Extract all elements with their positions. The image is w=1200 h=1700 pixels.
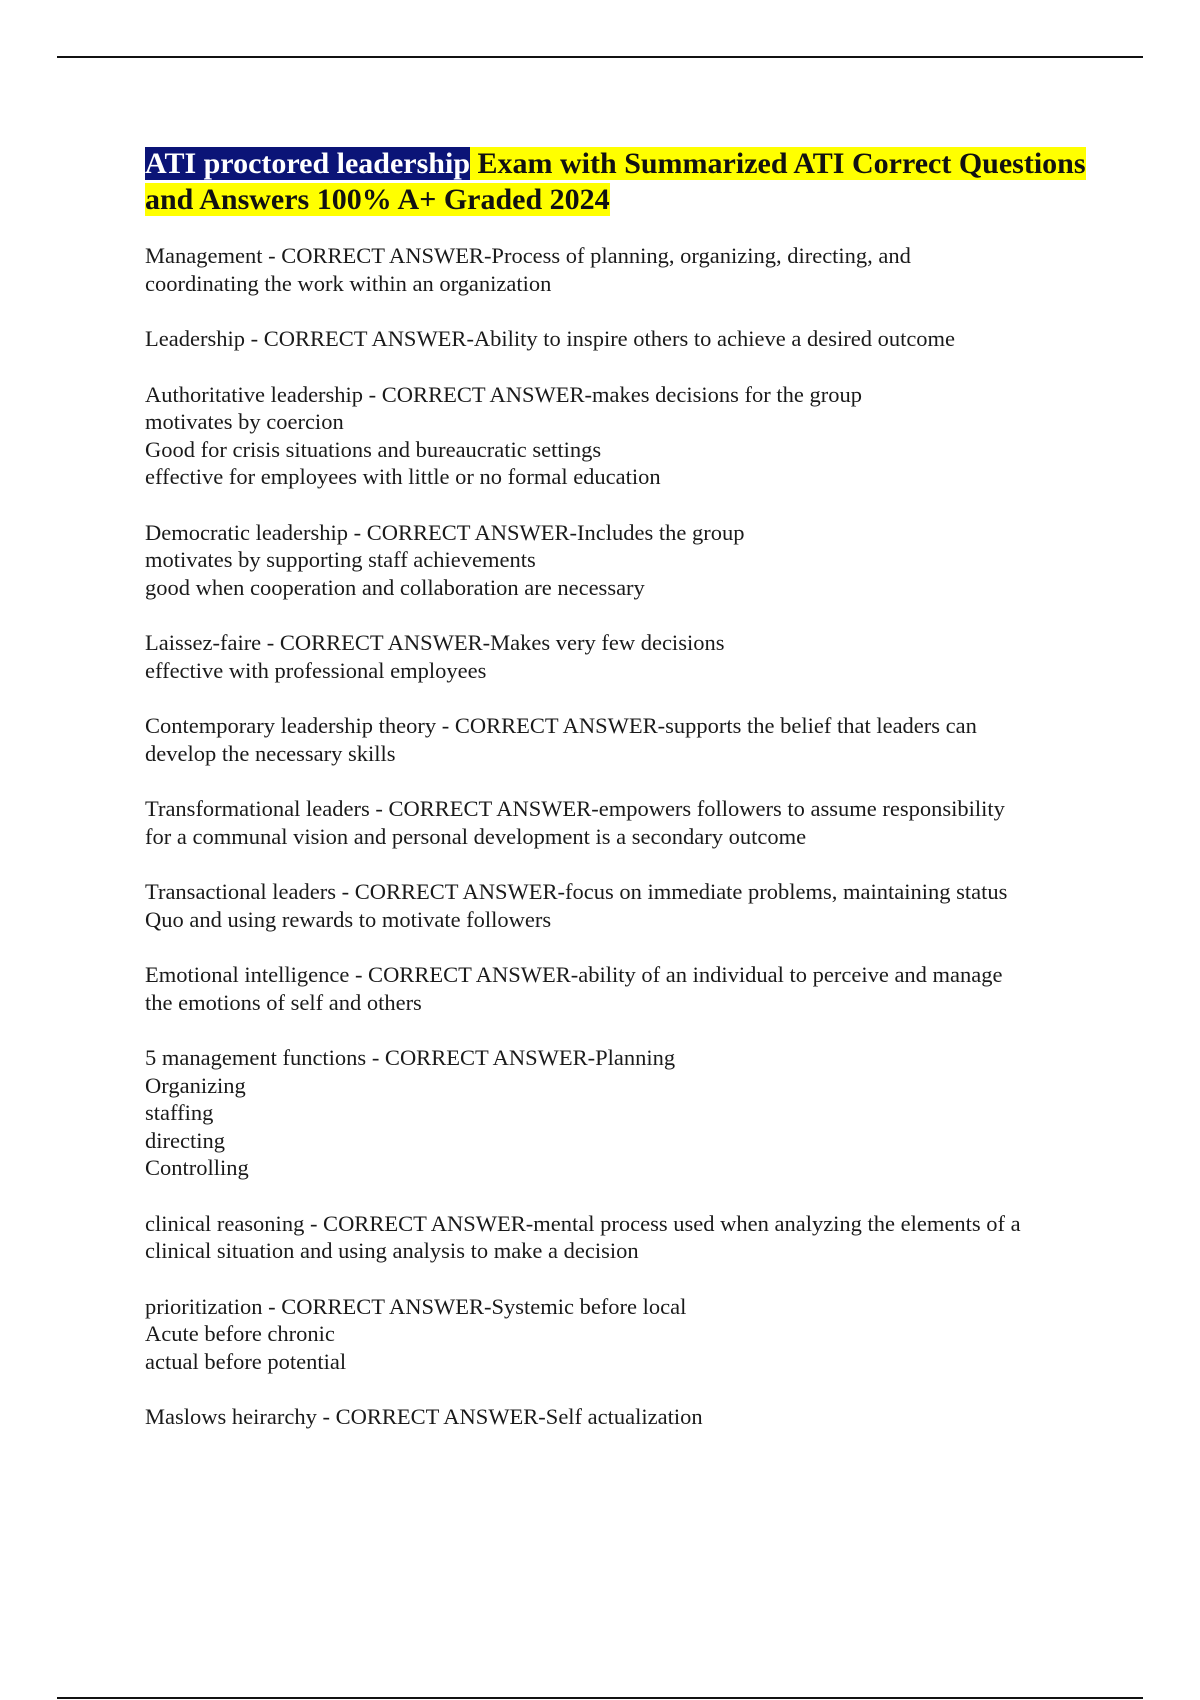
qa-entry bbox=[145, 878, 1105, 933]
qa-entry-line: Management - CORRECT ANSWER-Process of planning, organizing, directing, and bbox=[145, 243, 911, 268]
qa-entry-line: Democratic leadership - CORRECT ANSWER-Includes the group bbox=[145, 519, 745, 545]
qa-entry-line: Maslows heirarchy - CORRECT ANSWER-Self actualization bbox=[145, 1404, 703, 1429]
document-page bbox=[145, 146, 1105, 1459]
qa-entry-line: effective for employees with little or no formal education bbox=[145, 464, 661, 489]
qa-entry-line: clinical reasoning - CORRECT ANSWER-mental process used when analyzing the elements of a bbox=[145, 1210, 1021, 1236]
qa-entry-line: clinical situation and using analysis to make a decision bbox=[145, 1238, 639, 1263]
qa-entry-line: prioritization - CORRECT ANSWER-Systemic before local bbox=[145, 1293, 687, 1319]
qa-entry bbox=[145, 1293, 1105, 1376]
qa-entry-line: Laissez-faire - CORRECT ANSWER-Makes very few decisions bbox=[145, 630, 725, 655]
qa-entry-line: Transformational leaders - CORRECT ANSWER-empowers followers to assume responsibility bbox=[145, 796, 1005, 821]
bottom-rule bbox=[57, 1697, 1143, 1699]
qa-entry-line: develop the necessary skills bbox=[145, 740, 396, 766]
qa-entry-line: Contemporary leadership theory - CORRECT ANSWER-supports the belief that leaders can bbox=[145, 713, 977, 738]
qa-entry-line: Emotional intelligence - CORRECT ANSWER-ability of an individual to perceive and manage bbox=[145, 962, 1003, 987]
qa-entry-line: the emotions of self and others bbox=[145, 989, 422, 1015]
qa-entry-line: Authoritative leadership - CORRECT ANSWER-makes decisions for the group bbox=[145, 381, 862, 407]
qa-entry-line: directing bbox=[145, 1127, 225, 1153]
qa-entry-line: actual before potential bbox=[145, 1348, 347, 1374]
qa-entry bbox=[145, 1403, 1105, 1431]
qa-entry-line: effective with professional employees bbox=[145, 657, 487, 683]
qa-entry bbox=[145, 795, 1105, 850]
qa-entry-line: coordinating the work within an organization bbox=[145, 270, 552, 296]
qa-entry-line: Organizing bbox=[145, 1072, 246, 1098]
title-rest: Exam with Summarized ATI Correct Questions and Answers 100% A+ Graded 2024 bbox=[145, 147, 1086, 216]
qa-entry-line: Quo and using rewards to motivate followers bbox=[145, 906, 552, 932]
qa-list bbox=[145, 242, 1105, 1431]
qa-entry-line: motivates by coercion bbox=[145, 409, 344, 434]
qa-entry-line: 5 management functions - CORRECT ANSWER-Planning bbox=[145, 1045, 676, 1070]
qa-entry-line: Leadership - CORRECT ANSWER-Ability to inspire others to achieve a desired outcome bbox=[145, 326, 956, 351]
qa-entry-line: Acute before chronic bbox=[145, 1321, 335, 1346]
document-title bbox=[145, 146, 1105, 218]
qa-entry bbox=[145, 629, 1105, 684]
qa-entry bbox=[145, 1044, 1105, 1182]
qa-entry-line: for a communal vision and personal development is a secondary outcome bbox=[145, 823, 807, 849]
qa-entry bbox=[145, 325, 1105, 353]
qa-entry-line: Good for crisis situations and bureaucratic settings bbox=[145, 436, 602, 462]
qa-entry-line: staffing bbox=[145, 1100, 214, 1125]
qa-entry bbox=[145, 519, 1105, 602]
qa-entry bbox=[145, 381, 1105, 491]
qa-entry bbox=[145, 712, 1105, 767]
top-rule bbox=[57, 56, 1143, 58]
qa-entry bbox=[145, 961, 1105, 1016]
qa-entry-line: Controlling bbox=[145, 1155, 249, 1180]
qa-entry bbox=[145, 1210, 1105, 1265]
qa-entry bbox=[145, 242, 1105, 297]
qa-entry-line: good when cooperation and collaboration are necessary bbox=[145, 574, 645, 600]
qa-entry-line: motivates by supporting staff achievements bbox=[145, 547, 536, 572]
title-highlight: ATI proctored leadership bbox=[145, 147, 471, 180]
qa-entry-line: Transactional leaders - CORRECT ANSWER-focus on immediate problems, maintaining status bbox=[145, 879, 1008, 904]
